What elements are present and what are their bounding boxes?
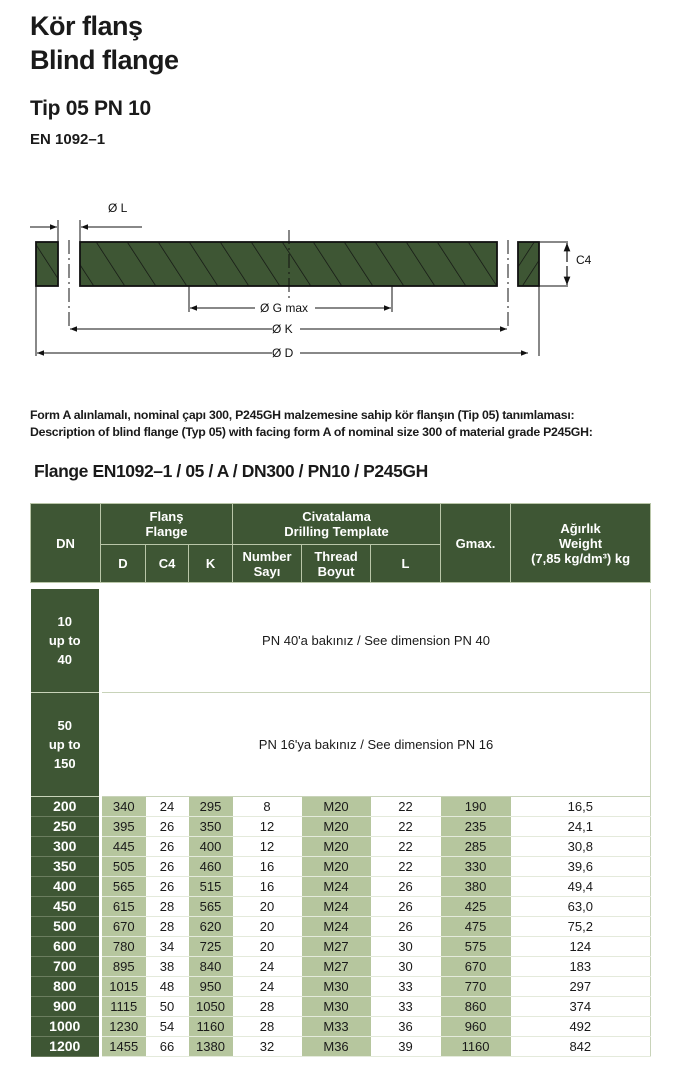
table-row bbox=[31, 837, 651, 857]
cell-dn: 400 bbox=[31, 877, 101, 897]
cell-weight: 183 bbox=[511, 957, 651, 977]
cell-c4: 26 bbox=[146, 857, 189, 877]
header-drilling-tr: Civatalama bbox=[302, 509, 371, 524]
cell-weight: 124 bbox=[511, 937, 651, 957]
cell-d: 340 bbox=[101, 797, 146, 817]
cell-gmax: 770 bbox=[441, 977, 511, 997]
header-thread-tr: Boyut bbox=[317, 563, 355, 579]
cell-gmax: 285 bbox=[441, 837, 511, 857]
cell-number: 8 bbox=[233, 797, 302, 817]
cell-thread: M24 bbox=[302, 917, 371, 937]
cell-gmax: 960 bbox=[441, 1017, 511, 1037]
cell-number: 12 bbox=[233, 817, 302, 837]
cell-l: 33 bbox=[371, 977, 441, 997]
cell-thread: M27 bbox=[302, 957, 371, 977]
header-flange-group bbox=[101, 504, 233, 545]
header-weight bbox=[511, 504, 651, 583]
header-weight-tr: Ağırlık bbox=[560, 520, 601, 536]
range-dn bbox=[31, 589, 101, 693]
cell-dn: 350 bbox=[31, 857, 101, 877]
range-note: PN 16'ya bakınız / See dimension PN 16 bbox=[101, 693, 651, 797]
cell-l: 39 bbox=[371, 1037, 441, 1057]
cell-k: 620 bbox=[189, 917, 233, 937]
dimension-table bbox=[30, 503, 651, 1057]
cell-l: 22 bbox=[371, 797, 441, 817]
cell-c4: 48 bbox=[146, 977, 189, 997]
header-thread-en: Thread bbox=[314, 548, 358, 564]
cell-weight: 24,1 bbox=[511, 817, 651, 837]
cell-thread: M33 bbox=[302, 1017, 371, 1037]
cell-number: 24 bbox=[233, 957, 302, 977]
description-block bbox=[30, 407, 593, 441]
cell-dn: 250 bbox=[31, 817, 101, 837]
cell-c4: 34 bbox=[146, 937, 189, 957]
header-dn: DN bbox=[31, 504, 101, 583]
table-row bbox=[31, 857, 651, 877]
cell-d: 1115 bbox=[101, 997, 146, 1017]
header-drilling-group bbox=[233, 504, 441, 545]
cell-d: 895 bbox=[101, 957, 146, 977]
cell-c4: 26 bbox=[146, 877, 189, 897]
cell-thread: M20 bbox=[302, 857, 371, 877]
cell-k: 460 bbox=[189, 857, 233, 877]
cell-k: 350 bbox=[189, 817, 233, 837]
cell-l: 30 bbox=[371, 957, 441, 977]
dim-label-gmax: Ø G max bbox=[260, 301, 309, 315]
cell-number: 32 bbox=[233, 1037, 302, 1057]
cell-number: 24 bbox=[233, 977, 302, 997]
cell-dn: 450 bbox=[31, 897, 101, 917]
range-dn-upto: up to bbox=[48, 633, 81, 648]
cell-c4: 50 bbox=[146, 997, 189, 1017]
cell-l: 30 bbox=[371, 937, 441, 957]
header-flange-tr: Flanş bbox=[149, 509, 184, 524]
cell-number: 20 bbox=[233, 937, 302, 957]
cell-k: 515 bbox=[189, 877, 233, 897]
cell-d: 395 bbox=[101, 817, 146, 837]
cell-k: 1160 bbox=[189, 1017, 233, 1037]
cell-k: 1380 bbox=[189, 1037, 233, 1057]
cell-gmax: 860 bbox=[441, 997, 511, 1017]
cell-thread: M20 bbox=[302, 837, 371, 857]
cell-gmax: 1160 bbox=[441, 1037, 511, 1057]
cell-gmax: 235 bbox=[441, 817, 511, 837]
cell-dn: 200 bbox=[31, 797, 101, 817]
cell-dn: 500 bbox=[31, 917, 101, 937]
cell-l: 22 bbox=[371, 817, 441, 837]
cell-gmax: 575 bbox=[441, 937, 511, 957]
cell-weight: 492 bbox=[511, 1017, 651, 1037]
cell-weight: 30,8 bbox=[511, 837, 651, 857]
cell-d: 670 bbox=[101, 917, 146, 937]
table-row bbox=[31, 957, 651, 977]
cell-dn: 900 bbox=[31, 997, 101, 1017]
type-subtitle: Tip 05 PN 10 bbox=[30, 97, 151, 120]
range-dn-from: 50 bbox=[57, 718, 72, 733]
cell-weight: 374 bbox=[511, 997, 651, 1017]
title-turkish: Kör flanş bbox=[30, 11, 143, 41]
cell-d: 1230 bbox=[101, 1017, 146, 1037]
cell-thread: M30 bbox=[302, 977, 371, 997]
table-row bbox=[31, 1037, 651, 1057]
cell-c4: 26 bbox=[146, 837, 189, 857]
flange-section-left bbox=[36, 242, 58, 286]
dim-label-c4: C4 bbox=[576, 253, 592, 267]
cell-gmax: 475 bbox=[441, 917, 511, 937]
cell-k: 725 bbox=[189, 937, 233, 957]
cell-l: 26 bbox=[371, 897, 441, 917]
range-dn bbox=[31, 693, 101, 797]
cell-l: 22 bbox=[371, 857, 441, 877]
cell-weight: 63,0 bbox=[511, 897, 651, 917]
cell-weight: 75,2 bbox=[511, 917, 651, 937]
cell-gmax: 425 bbox=[441, 897, 511, 917]
table-row bbox=[31, 797, 651, 817]
cell-c4: 24 bbox=[146, 797, 189, 817]
table-row bbox=[31, 917, 651, 937]
header-c4: C4 bbox=[146, 545, 189, 583]
cell-d: 505 bbox=[101, 857, 146, 877]
header-weight-unit: (7,85 kg/dm³) kg bbox=[531, 550, 631, 566]
cell-c4: 28 bbox=[146, 917, 189, 937]
header-number bbox=[233, 545, 302, 583]
cell-thread: M20 bbox=[302, 797, 371, 817]
cell-dn: 300 bbox=[31, 837, 101, 857]
cell-thread: M27 bbox=[302, 937, 371, 957]
description-english: Description of blind flange (Typ 05) with facing form A of nominal size 300 of material grade P245GH: bbox=[30, 425, 593, 439]
table-row bbox=[31, 897, 651, 917]
header-gmax: Gmax. bbox=[441, 504, 511, 583]
header-drilling-en: Drilling Template bbox=[284, 524, 389, 539]
table-row bbox=[31, 1017, 651, 1037]
cell-number: 28 bbox=[233, 1017, 302, 1037]
cell-d: 1455 bbox=[101, 1037, 146, 1057]
range-row bbox=[31, 589, 651, 693]
cell-weight: 49,4 bbox=[511, 877, 651, 897]
cell-thread: M24 bbox=[302, 877, 371, 897]
cell-number: 16 bbox=[233, 877, 302, 897]
cell-dn: 1000 bbox=[31, 1017, 101, 1037]
cell-k: 565 bbox=[189, 897, 233, 917]
cell-d: 445 bbox=[101, 837, 146, 857]
cell-d: 780 bbox=[101, 937, 146, 957]
cell-l: 33 bbox=[371, 997, 441, 1017]
cell-k: 840 bbox=[189, 957, 233, 977]
blind-flange-diagram bbox=[0, 190, 680, 370]
cell-k: 400 bbox=[189, 837, 233, 857]
cell-k: 1050 bbox=[189, 997, 233, 1017]
header-d: D bbox=[101, 545, 146, 583]
cell-thread: M30 bbox=[302, 997, 371, 1017]
range-dn-from: 10 bbox=[57, 614, 72, 629]
table-row bbox=[31, 977, 651, 997]
cell-gmax: 190 bbox=[441, 797, 511, 817]
cell-l: 26 bbox=[371, 917, 441, 937]
table-row bbox=[31, 817, 651, 837]
standard-label: EN 1092–1 bbox=[30, 131, 106, 148]
flange-section-right bbox=[518, 242, 539, 286]
range-row bbox=[31, 693, 651, 797]
cell-c4: 28 bbox=[146, 897, 189, 917]
description-turkish: Form A alınlamalı, nominal çapı 300, P245GH malzemesine sahip kör flanşın (Tip 05) tanımlaması: bbox=[30, 408, 575, 422]
cell-dn: 700 bbox=[31, 957, 101, 977]
cell-d: 565 bbox=[101, 877, 146, 897]
cell-thread: M24 bbox=[302, 897, 371, 917]
cell-l: 36 bbox=[371, 1017, 441, 1037]
cell-gmax: 380 bbox=[441, 877, 511, 897]
range-note: PN 40'a bakınız / See dimension PN 40 bbox=[101, 589, 651, 693]
range-dn-upto: up to bbox=[48, 737, 81, 752]
header-flange-en: Flange bbox=[145, 524, 188, 539]
table-row bbox=[31, 997, 651, 1017]
cell-weight: 16,5 bbox=[511, 797, 651, 817]
cell-number: 20 bbox=[233, 917, 302, 937]
cell-number: 28 bbox=[233, 997, 302, 1017]
table-row bbox=[31, 937, 651, 957]
header-l: L bbox=[371, 545, 441, 583]
range-dn-to: 150 bbox=[53, 756, 76, 771]
cell-weight: 39,6 bbox=[511, 857, 651, 877]
cell-weight: 842 bbox=[511, 1037, 651, 1057]
cell-gmax: 330 bbox=[441, 857, 511, 877]
cell-k: 950 bbox=[189, 977, 233, 997]
cell-thread: M36 bbox=[302, 1037, 371, 1057]
cell-k: 295 bbox=[189, 797, 233, 817]
header-k: K bbox=[189, 545, 233, 583]
dim-label-k: Ø K bbox=[272, 322, 293, 336]
dim-label-l: Ø L bbox=[108, 201, 128, 215]
cell-dn: 1200 bbox=[31, 1037, 101, 1057]
cell-gmax: 670 bbox=[441, 957, 511, 977]
title-english: Blind flange bbox=[30, 45, 179, 75]
cell-c4: 38 bbox=[146, 957, 189, 977]
cell-number: 20 bbox=[233, 897, 302, 917]
range-dn-to: 40 bbox=[57, 652, 72, 667]
cell-dn: 800 bbox=[31, 977, 101, 997]
cell-d: 615 bbox=[101, 897, 146, 917]
header-number-en: Number bbox=[242, 548, 292, 564]
table-row bbox=[31, 877, 651, 897]
cell-number: 12 bbox=[233, 837, 302, 857]
dim-label-d: Ø D bbox=[272, 346, 294, 360]
cell-number: 16 bbox=[233, 857, 302, 877]
designation-example: Flange EN1092–1 / 05 / A / DN300 / PN10 / P245GH bbox=[34, 461, 428, 481]
cell-c4: 54 bbox=[146, 1017, 189, 1037]
cell-c4: 66 bbox=[146, 1037, 189, 1057]
cell-d: 1015 bbox=[101, 977, 146, 997]
cell-weight: 297 bbox=[511, 977, 651, 997]
cell-l: 22 bbox=[371, 837, 441, 857]
header-number-tr: Sayı bbox=[253, 563, 281, 579]
cell-thread: M20 bbox=[302, 817, 371, 837]
header-weight-en: Weight bbox=[559, 535, 603, 551]
cell-dn: 600 bbox=[31, 937, 101, 957]
header-thread bbox=[302, 545, 371, 583]
cell-l: 26 bbox=[371, 877, 441, 897]
cell-c4: 26 bbox=[146, 817, 189, 837]
